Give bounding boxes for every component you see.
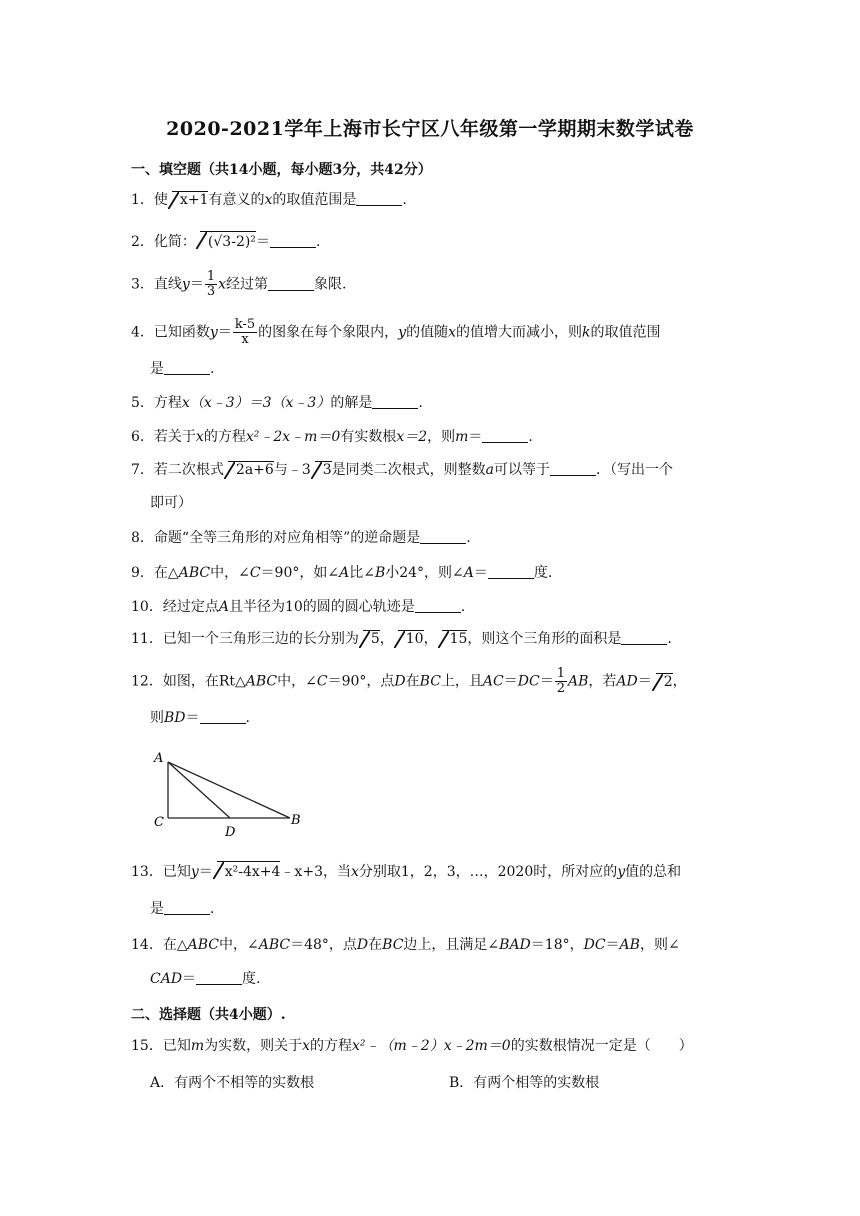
section-choice-heading: 二、选择题（共4小题）. bbox=[131, 1007, 286, 1023]
answer-blank bbox=[356, 191, 402, 206]
question-12-continued: 则BD＝ . bbox=[150, 710, 250, 726]
answer-blank bbox=[482, 428, 528, 443]
question-7: 7．若二次根式 2a+6与﹣3 3是同类二次根式，则整数a可以等于 ．（写出一个 bbox=[131, 462, 674, 478]
answer-blank bbox=[550, 461, 596, 476]
sqrt-expression: x²-4x+4 bbox=[217, 861, 281, 880]
sqrt-expression: 2 bbox=[656, 673, 673, 690]
question-4: 4．已知函数y＝ $\frac{k-5}{x}$ 的图象在每个象限内，y的值随x的值增大而减小，则k的取值范围 bbox=[131, 317, 661, 347]
question-14-continued: CAD＝ 度. bbox=[150, 971, 261, 987]
segment-AB bbox=[168, 762, 290, 818]
answer-blank bbox=[372, 394, 418, 409]
label-C: C bbox=[154, 815, 164, 830]
section-fill-blank-heading: 一、填空题（共14小题，每小题3分，共42分） bbox=[131, 162, 432, 178]
question-14: 14．在△ABC中，∠ABC＝48°，点D在BC边上，且满足∠BAD＝18°，DC＝AB，则∠ bbox=[131, 937, 680, 953]
sqrt-expression: 3 bbox=[315, 461, 332, 478]
sqrt-expression: 2a+6 bbox=[228, 461, 274, 478]
sqrt-expression: (√3-2)² bbox=[200, 231, 256, 250]
sqrt-expression: 5 bbox=[363, 630, 380, 647]
question-3: 3．直线y＝ $\frac{1}{3}$ x经过第 象限. bbox=[131, 269, 347, 299]
question-8: 8．命题“全等三角形的对应角相等”的逆命题是 . bbox=[131, 530, 471, 546]
question-13: 13．已知y＝ x²-4x+4﹣x+3，当x分别取1，2，3，…，2020时，所对应的y值的总和 bbox=[131, 861, 681, 882]
sqrt-expression: x+1 bbox=[172, 191, 209, 208]
sqrt-expression: 15 bbox=[442, 630, 468, 647]
fraction: $\frac{1}{2}$ bbox=[556, 666, 565, 696]
answer-blank bbox=[268, 276, 314, 291]
answer-blank bbox=[270, 233, 316, 248]
segment-AD bbox=[168, 762, 230, 818]
answer-blank bbox=[196, 970, 242, 985]
question-6: 6．若关于x的方程x²﹣2x﹣m＝0有实数根x＝2，则m＝ . bbox=[131, 429, 533, 445]
question-5: 5．方程x（x﹣3）＝3（x﹣3）的解是 . bbox=[131, 395, 423, 411]
fraction: $\frac{k-5}{x}$ bbox=[234, 317, 256, 347]
question-15: 15．已知m为实数，则关于x的方程x²﹣（m﹣2）x﹣2m＝0的实数根情况一定是（ ） bbox=[131, 1038, 693, 1054]
question-7-continued: 即可） bbox=[150, 495, 192, 511]
question-10: 10．经过定点A且半径为10的圆的圆心轨迹是 . bbox=[131, 599, 466, 615]
page-title: 2020-2021学年上海市长宁区八年级第一学期期末数学试卷 bbox=[166, 118, 694, 140]
answer-blank bbox=[621, 630, 667, 645]
option-a: A．有两个不相等的实数根 bbox=[150, 1075, 315, 1091]
triangle-figure bbox=[148, 748, 308, 840]
fraction: $\frac{1}{3}$ bbox=[206, 269, 216, 299]
answer-blank bbox=[420, 529, 466, 544]
label-D: D bbox=[225, 825, 236, 840]
answer-blank bbox=[488, 564, 534, 579]
question-11: 11．已知一个三角形三边的长分别为 5， 10， 15，则这个三角形的面积是 . bbox=[131, 631, 672, 647]
answer-blank bbox=[164, 360, 210, 375]
question-1: 1．使 x+1有意义的x的取值范围是 . bbox=[131, 192, 407, 208]
question-2: 2．化简： (√3-2)²＝ . bbox=[131, 231, 320, 252]
label-B: B bbox=[291, 813, 301, 828]
question-12: 12．如图，在Rt△ABC中，∠C＝90°，点D在BC上，且AC＝DC＝ $\frac{1}{2}$ AB，若AD＝ 2， bbox=[131, 666, 687, 696]
answer-blank bbox=[200, 709, 246, 724]
sqrt-expression: 10 bbox=[398, 630, 424, 647]
option-b: B．有两个相等的实数根 bbox=[449, 1075, 600, 1091]
question-4-continued: 是 . bbox=[150, 361, 215, 377]
question-13-continued: 是 . bbox=[150, 901, 215, 917]
answer-blank bbox=[164, 900, 210, 915]
label-A: A bbox=[154, 751, 164, 766]
answer-blank bbox=[415, 598, 461, 613]
question-9: 9．在△ABC中，∠C＝90°，如∠A比∠B小24°，则∠A＝ 度. bbox=[131, 565, 553, 581]
